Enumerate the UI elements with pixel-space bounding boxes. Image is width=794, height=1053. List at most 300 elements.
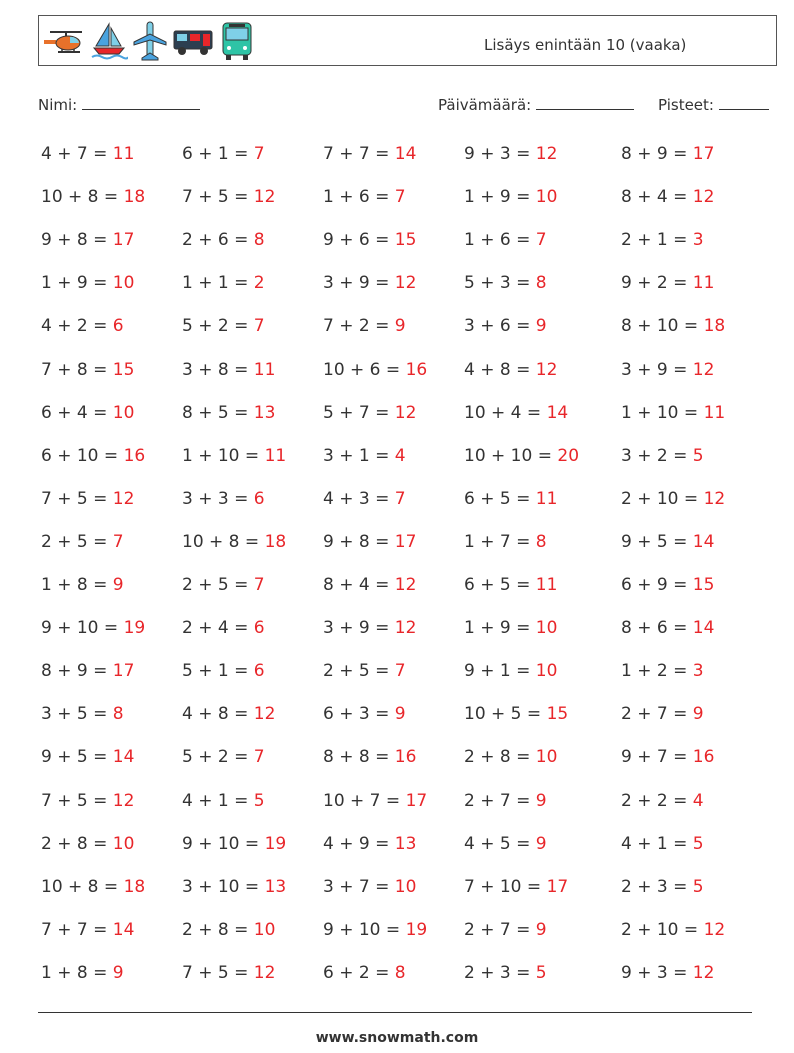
problem-16-4 <box>464 791 547 811</box>
problem-6-2 <box>182 360 275 380</box>
problem-19-1 <box>41 920 134 940</box>
problem-answer: 6 <box>112 316 124 337</box>
problem-10-5 <box>621 532 714 552</box>
problem-equation: 6 + 3 = <box>323 704 395 725</box>
problem-answer: 10 <box>112 402 135 423</box>
problem-19-4 <box>464 920 547 940</box>
problem-equation: 5 + 2 = <box>182 316 254 337</box>
problem-8-1 <box>41 446 145 466</box>
problem-answer: 12 <box>394 273 417 294</box>
problem-2-4 <box>464 187 557 207</box>
problem-8-2 <box>182 446 286 466</box>
problem-1-4 <box>464 144 557 164</box>
problem-equation: 2 + 3 = <box>621 876 693 897</box>
problem-answer: 9 <box>692 704 704 725</box>
problem-2-1 <box>41 187 145 207</box>
problem-equation: 3 + 1 = <box>323 445 395 466</box>
problem-equation: 3 + 9 = <box>323 273 395 294</box>
problem-15-1 <box>41 747 134 767</box>
problem-20-1 <box>41 963 124 983</box>
problem-answer: 17 <box>692 144 715 164</box>
problem-18-1 <box>41 877 145 897</box>
problem-equation: 5 + 1 = <box>182 661 254 682</box>
problem-answer: 17 <box>546 876 569 897</box>
problem-18-3 <box>323 877 416 897</box>
problem-answer: 3 <box>692 230 704 251</box>
problem-equation: 10 + 7 = <box>323 790 406 811</box>
problem-answer: 18 <box>123 187 146 208</box>
problem-equation: 9 + 10 = <box>323 919 406 940</box>
problem-15-4 <box>464 747 557 767</box>
problem-4-2 <box>182 273 265 293</box>
problem-answer: 18 <box>703 316 726 337</box>
problem-answer: 12 <box>535 144 558 164</box>
problem-12-1 <box>41 618 145 638</box>
problem-12-3 <box>323 618 416 638</box>
problem-13-5 <box>621 661 704 681</box>
problem-7-5 <box>621 403 725 423</box>
problem-answer: 15 <box>546 704 569 725</box>
problem-equation: 3 + 9 = <box>323 618 395 639</box>
problem-equation: 1 + 1 = <box>182 273 254 294</box>
problem-equation: 8 + 5 = <box>182 402 254 423</box>
problem-answer: 10 <box>253 919 276 940</box>
problem-equation: 1 + 9 = <box>464 618 536 639</box>
problem-answer: 12 <box>394 618 417 639</box>
problem-13-1 <box>41 661 134 681</box>
problem-equation: 1 + 2 = <box>621 661 693 682</box>
problem-equation: 1 + 8 = <box>41 575 113 595</box>
problem-20-5 <box>621 963 714 983</box>
problem-equation: 8 + 6 = <box>621 618 693 639</box>
problem-answer: 18 <box>123 876 146 897</box>
problem-equation: 2 + 7 = <box>464 790 536 811</box>
problem-equation: 8 + 10 = <box>621 316 704 337</box>
problem-answer: 7 <box>535 230 547 251</box>
problem-answer: 19 <box>123 618 146 639</box>
problem-10-4 <box>464 532 547 552</box>
problem-equation: 2 + 5 = <box>182 575 254 595</box>
problem-18-4 <box>464 877 568 897</box>
problem-equation: 6 + 5 = <box>464 488 536 509</box>
problem-equation: 4 + 9 = <box>323 833 395 854</box>
problem-answer: 9 <box>394 704 406 725</box>
problem-answer: 14 <box>692 531 715 552</box>
problem-answer: 7 <box>394 488 406 509</box>
problem-answer: 9 <box>535 833 547 854</box>
problem-answer: 7 <box>253 747 265 768</box>
score-label: Pisteet: <box>658 96 714 114</box>
problem-answer: 12 <box>692 962 715 983</box>
problem-answer: 5 <box>692 876 704 897</box>
problem-13-2 <box>182 661 265 681</box>
problem-2-3 <box>323 187 406 207</box>
name-label: Nimi: <box>38 96 78 114</box>
problem-equation: 9 + 5 = <box>621 531 693 552</box>
problem-answer: 14 <box>394 144 417 164</box>
problem-equation: 2 + 8 = <box>41 833 113 854</box>
problem-answer: 16 <box>405 359 428 380</box>
problem-2-5 <box>621 187 714 207</box>
problem-answer: 19 <box>405 919 428 940</box>
problem-equation: 4 + 3 = <box>323 488 395 509</box>
problem-equation: 9 + 3 = <box>621 962 693 983</box>
problem-19-3 <box>323 920 427 940</box>
problem-17-1 <box>41 834 134 854</box>
problem-answer: 4 <box>394 445 406 466</box>
problem-equation: 3 + 2 = <box>621 445 693 466</box>
problem-answer: 11 <box>692 273 715 294</box>
problem-answer: 15 <box>112 359 135 380</box>
problem-equation: 5 + 3 = <box>464 273 536 294</box>
problem-16-1 <box>41 791 134 811</box>
problem-equation: 3 + 10 = <box>182 876 265 897</box>
problem-equation: 9 + 7 = <box>621 747 693 768</box>
problem-13-3 <box>323 661 406 681</box>
problem-10-1 <box>41 532 124 552</box>
problem-answer: 13 <box>264 876 287 897</box>
problem-14-4 <box>464 704 568 724</box>
problem-answer: 17 <box>405 790 428 811</box>
problem-3-2 <box>182 230 265 250</box>
problem-answer: 5 <box>253 790 265 811</box>
problem-answer: 8 <box>535 531 547 552</box>
problem-18-2 <box>182 877 286 897</box>
problem-equation: 4 + 8 = <box>464 359 536 380</box>
problem-17-4 <box>464 834 547 854</box>
problem-equation: 2 + 1 = <box>621 230 693 251</box>
problem-19-5 <box>621 920 725 940</box>
problem-12-4 <box>464 618 557 638</box>
problem-1-2 <box>182 144 265 164</box>
problem-equation: 1 + 7 = <box>464 531 536 552</box>
problem-answer: 12 <box>112 790 135 811</box>
problem-equation: 6 + 9 = <box>621 575 693 595</box>
problem-6-5 <box>621 360 714 380</box>
problem-6-4 <box>464 360 557 380</box>
problem-equation: 7 + 2 = <box>323 316 395 337</box>
problem-equation: 2 + 7 = <box>464 919 536 940</box>
problem-equation: 2 + 5 = <box>323 661 395 682</box>
worksheet-title: Lisäys enintään 10 (vaaka) <box>484 36 687 54</box>
problem-equation: 8 + 4 = <box>621 187 693 208</box>
problem-answer: 2 <box>253 273 265 294</box>
problem-equation: 7 + 5 = <box>182 187 254 208</box>
problem-1-3 <box>323 144 416 164</box>
problem-15-3 <box>323 747 416 767</box>
problem-answer: 8 <box>394 962 406 983</box>
problem-answer: 8 <box>253 230 265 251</box>
problem-equation: 9 + 10 = <box>182 833 265 854</box>
problem-answer: 12 <box>112 488 135 509</box>
problem-6-1 <box>41 360 134 380</box>
problem-answer: 8 <box>112 704 124 725</box>
problem-answer: 9 <box>535 316 547 337</box>
problem-equation: 9 + 8 = <box>323 531 395 552</box>
problem-equation: 2 + 3 = <box>464 962 536 983</box>
problem-answer: 10 <box>535 618 558 639</box>
problem-answer: 18 <box>264 531 287 552</box>
problem-answer: 12 <box>703 488 726 509</box>
problem-equation: 2 + 2 = <box>621 790 693 811</box>
problem-equation: 9 + 6 = <box>323 230 395 251</box>
problem-16-2 <box>182 791 265 811</box>
problem-1-1 <box>41 144 134 164</box>
problem-5-5 <box>621 316 725 336</box>
problem-5-2 <box>182 316 265 336</box>
problem-answer: 6 <box>253 661 265 682</box>
problem-answer: 11 <box>264 445 287 466</box>
problem-12-5 <box>621 618 714 638</box>
problem-11-2 <box>182 575 265 595</box>
problem-answer: 13 <box>253 402 276 423</box>
problem-answer: 19 <box>264 833 287 854</box>
problem-equation: 3 + 6 = <box>464 316 536 337</box>
problem-19-2 <box>182 920 275 940</box>
problem-17-2 <box>182 834 286 854</box>
problem-equation: 8 + 9 = <box>41 661 113 682</box>
problem-equation: 2 + 8 = <box>464 747 536 768</box>
problem-answer: 17 <box>394 531 417 552</box>
problem-equation: 7 + 7 = <box>323 144 395 164</box>
problem-13-4 <box>464 661 557 681</box>
problem-3-3 <box>323 230 416 250</box>
problem-20-4 <box>464 963 547 983</box>
problem-answer: 7 <box>112 531 124 552</box>
problem-answer: 11 <box>535 488 558 509</box>
problem-answer: 17 <box>112 661 135 682</box>
problem-equation: 6 + 1 = <box>182 144 254 164</box>
problem-equation: 7 + 5 = <box>182 962 254 983</box>
footer-url[interactable]: www.snowmath.com <box>315 1030 479 1046</box>
problem-1-5 <box>621 144 714 164</box>
problem-11-3 <box>323 575 416 595</box>
problem-equation: 10 + 5 = <box>464 704 547 725</box>
problem-3-1 <box>41 230 134 250</box>
problem-equation: 10 + 4 = <box>464 402 547 423</box>
problem-answer: 14 <box>112 747 135 768</box>
problem-equation: 1 + 6 = <box>323 187 395 208</box>
problem-answer: 14 <box>112 919 135 940</box>
problem-answer: 9 <box>535 919 547 940</box>
problem-answer: 3 <box>692 661 704 682</box>
problem-4-3 <box>323 273 416 293</box>
problem-9-1 <box>41 489 134 509</box>
problem-equation: 2 + 10 = <box>621 919 704 940</box>
problem-answer: 6 <box>253 618 265 639</box>
problem-9-5 <box>621 489 725 509</box>
problem-equation: 9 + 2 = <box>621 273 693 294</box>
problem-3-5 <box>621 230 704 250</box>
problem-18-5 <box>621 877 704 897</box>
problem-equation: 6 + 2 = <box>323 962 395 983</box>
problem-equation: 8 + 4 = <box>323 575 395 595</box>
problem-equation: 2 + 10 = <box>621 488 704 509</box>
problem-answer: 16 <box>692 747 715 768</box>
problem-answer: 12 <box>703 919 726 940</box>
problem-answer: 9 <box>535 790 547 811</box>
problem-answer: 9 <box>112 575 124 595</box>
problem-answer: 6 <box>253 488 265 509</box>
problem-equation: 10 + 8 = <box>41 187 124 208</box>
problem-14-1 <box>41 704 124 724</box>
problem-equation: 7 + 5 = <box>41 488 113 509</box>
problem-answer: 15 <box>394 230 417 251</box>
problem-equation: 2 + 4 = <box>182 618 254 639</box>
problem-answer: 12 <box>394 402 417 423</box>
problem-equation: 10 + 8 = <box>41 876 124 897</box>
problem-equation: 1 + 9 = <box>464 187 536 208</box>
problem-answer: 9 <box>394 316 406 337</box>
problem-equation: 2 + 8 = <box>182 919 254 940</box>
problem-answer: 10 <box>535 747 558 768</box>
problem-equation: 3 + 3 = <box>182 488 254 509</box>
problem-equation: 3 + 8 = <box>182 359 254 380</box>
problem-answer: 12 <box>535 359 558 380</box>
problem-answer: 10 <box>394 876 417 897</box>
problem-equation: 3 + 7 = <box>323 876 395 897</box>
problem-8-4 <box>464 446 579 466</box>
problem-answer: 12 <box>692 187 715 208</box>
problem-equation: 7 + 7 = <box>41 919 113 940</box>
problem-9-4 <box>464 489 557 509</box>
problem-answer: 7 <box>253 316 265 337</box>
problem-20-2 <box>182 963 275 983</box>
problem-equation: 9 + 8 = <box>41 230 113 251</box>
problem-answer: 12 <box>692 359 715 380</box>
problem-answer: 10 <box>112 833 135 854</box>
problem-20-3 <box>323 963 406 983</box>
problem-9-3 <box>323 489 406 509</box>
problem-answer: 11 <box>253 359 276 380</box>
problem-equation: 5 + 2 = <box>182 747 254 768</box>
problem-answer: 11 <box>703 402 726 423</box>
problem-9-2 <box>182 489 265 509</box>
problem-answer: 10 <box>112 273 135 294</box>
problem-15-5 <box>621 747 714 767</box>
problem-14-2 <box>182 704 275 724</box>
problem-11-5 <box>621 575 714 595</box>
problem-16-5 <box>621 791 704 811</box>
problem-answer: 7 <box>394 187 406 208</box>
problem-7-2 <box>182 403 275 423</box>
problem-answer: 16 <box>394 747 417 768</box>
problem-7-4 <box>464 403 568 423</box>
problem-answer: 5 <box>692 833 704 854</box>
problem-equation: 9 + 10 = <box>41 618 124 639</box>
problem-answer: 14 <box>692 618 715 639</box>
problem-answer: 11 <box>112 144 135 164</box>
problem-equation: 2 + 7 = <box>621 704 693 725</box>
problem-answer: 7 <box>253 575 265 595</box>
problem-equation: 1 + 6 = <box>464 230 536 251</box>
problem-equation: 10 + 10 = <box>464 445 558 466</box>
problem-answer: 8 <box>535 273 547 294</box>
problem-equation: 3 + 5 = <box>41 704 113 725</box>
footer-divider <box>38 1012 752 1013</box>
problem-equation: 4 + 8 = <box>182 704 254 725</box>
problem-17-5 <box>621 834 704 854</box>
problem-equation: 9 + 5 = <box>41 747 113 768</box>
date-label: Päivämäärä: <box>438 96 532 114</box>
problem-15-2 <box>182 747 265 767</box>
problem-answer: 17 <box>112 230 135 251</box>
problem-answer: 7 <box>394 661 406 682</box>
problem-4-4 <box>464 273 547 293</box>
problem-equation: 6 + 4 = <box>41 402 113 423</box>
problem-equation: 4 + 7 = <box>41 144 113 164</box>
problem-answer: 20 <box>557 445 580 466</box>
problem-equation: 7 + 5 = <box>41 790 113 811</box>
problem-5-3 <box>323 316 406 336</box>
problem-answer: 15 <box>692 575 715 595</box>
problem-equation: 6 + 10 = <box>41 445 124 466</box>
problem-10-2 <box>182 532 286 552</box>
problem-answer: 7 <box>253 144 265 164</box>
problem-answer: 5 <box>692 445 704 466</box>
problem-7-3 <box>323 403 416 423</box>
problem-equation: 4 + 2 = <box>41 316 113 337</box>
problem-equation: 3 + 9 = <box>621 359 693 380</box>
problem-8-3 <box>323 446 406 466</box>
problem-equation: 10 + 8 = <box>182 531 265 552</box>
problem-answer: 10 <box>535 661 558 682</box>
problem-4-5 <box>621 273 714 293</box>
problem-equation: 1 + 8 = <box>41 962 113 983</box>
problem-equation: 1 + 10 = <box>182 445 265 466</box>
problem-answer: 12 <box>253 962 276 983</box>
problem-14-5 <box>621 704 704 724</box>
problem-answer: 11 <box>535 575 558 595</box>
problem-answer: 9 <box>112 962 124 983</box>
problem-equation: 8 + 8 = <box>323 747 395 768</box>
problem-equation: 4 + 5 = <box>464 833 536 854</box>
problem-5-4 <box>464 316 547 336</box>
problem-10-3 <box>323 532 416 552</box>
problem-answer: 12 <box>253 704 276 725</box>
problem-equation: 10 + 6 = <box>323 359 406 380</box>
problem-equation: 4 + 1 = <box>621 833 693 854</box>
problem-equation: 6 + 5 = <box>464 575 536 595</box>
problem-2-2 <box>182 187 275 207</box>
problem-12-2 <box>182 618 265 638</box>
problem-16-3 <box>323 791 427 811</box>
problem-7-1 <box>41 403 134 423</box>
problem-equation: 7 + 10 = <box>464 876 547 897</box>
problem-equation: 4 + 1 = <box>182 790 254 811</box>
problem-11-1 <box>41 575 124 595</box>
problem-11-4 <box>464 575 557 595</box>
problem-equation: 1 + 9 = <box>41 273 113 294</box>
problem-equation: 1 + 10 = <box>621 402 704 423</box>
problem-equation: 9 + 3 = <box>464 144 536 164</box>
problem-answer: 10 <box>535 187 558 208</box>
problem-equation: 9 + 1 = <box>464 661 536 682</box>
problem-equation: 7 + 8 = <box>41 359 113 380</box>
problem-equation: 8 + 9 = <box>621 144 693 164</box>
problem-answer: 14 <box>546 402 569 423</box>
problem-4-1 <box>41 273 134 293</box>
problem-equation: 2 + 5 = <box>41 531 113 552</box>
problem-answer: 4 <box>692 790 704 811</box>
problem-5-1 <box>41 316 124 336</box>
problem-6-3 <box>323 360 427 380</box>
problem-14-3 <box>323 704 406 724</box>
problem-answer: 12 <box>253 187 276 208</box>
problem-3-4 <box>464 230 547 250</box>
problem-answer: 13 <box>394 833 417 854</box>
problem-equation: 2 + 6 = <box>182 230 254 251</box>
